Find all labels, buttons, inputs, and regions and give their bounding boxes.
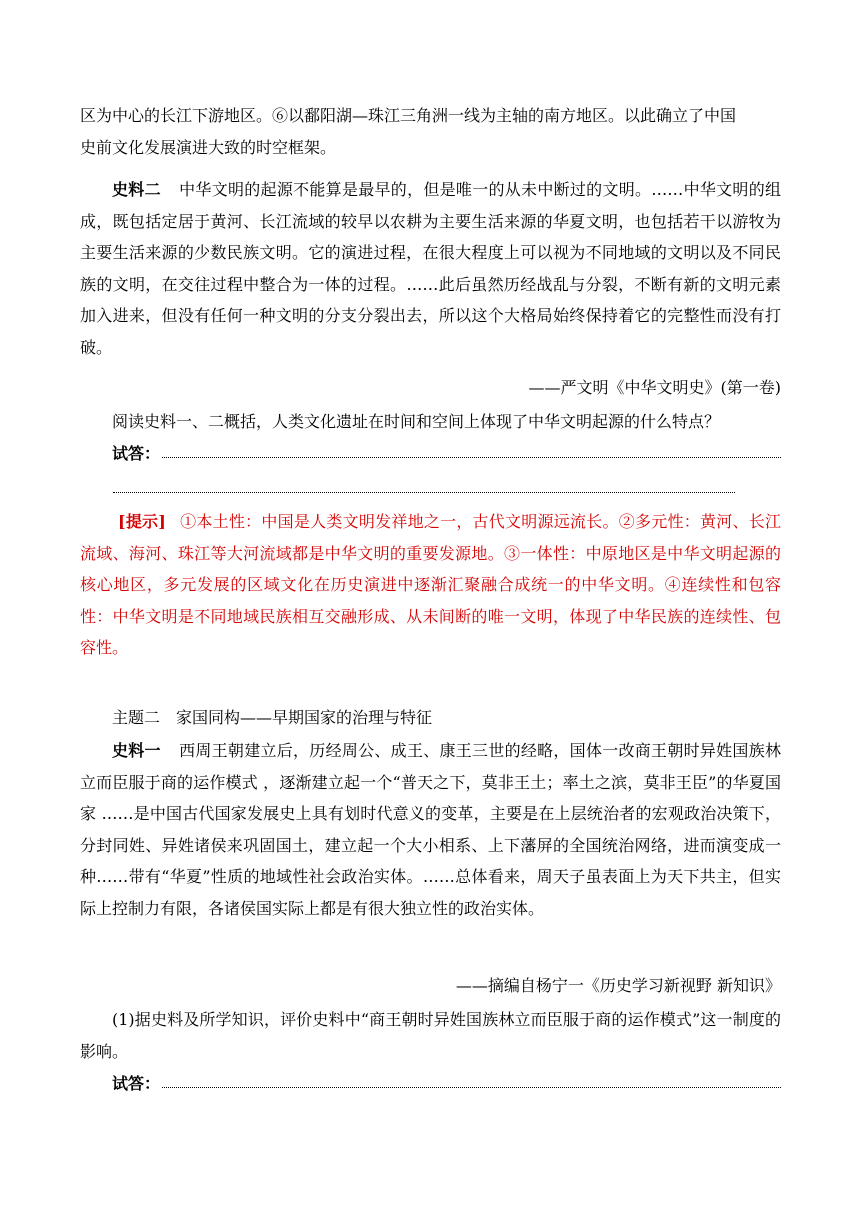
source-2-citation: ——严文明《中华文明史》(第一卷) [528, 378, 781, 397]
paragraph-line: 区为中心的长江下游地区。⑥以鄱阳湖—珠江三角洲一线为主轴的南方地区。以此确立了中国 [80, 106, 737, 125]
paragraph-line: 史前文化发展演进大致的时空框架。 [80, 137, 337, 157]
hint-paragraph [80, 506, 781, 664]
source-label: 史料二 [112, 180, 161, 199]
hint-label: [提示] [118, 512, 166, 531]
paragraph-continued [80, 100, 781, 163]
answer-area-1[interactable] [80, 440, 781, 464]
answer-area-2[interactable] [80, 1070, 781, 1094]
source-label: 史料一 [112, 741, 161, 760]
question-2: (1)据史料及所学知识，评价史料中“商王朝时异姓国族林立而臣服于商的运作模式”这一制度的影响。 [80, 1010, 781, 1061]
answer-label: 试答： [112, 1074, 161, 1093]
theme-2-title: 主题二 家国同构——早期国家的治理与特征 [112, 708, 433, 727]
source-2-paragraph [80, 174, 781, 363]
hint-text: ①本土性：中国是人类文明发祥地之一，古代文明源远流长。②多元性：黄河、长江流域、海河、珠江等大河流域都是中华文明的重要发源地。③一体性：中原地区是中华文明起源的核心地区，多元发展的区域文化在历史演进中逐渐汇聚融合成统一的中华文明。④连续性和包容性：中华文明是不同地域民族相互交融形成、从未间断的唯一文明，体现了中华民族的连续性、包容性。 [80, 512, 781, 657]
answer-line[interactable] [162, 457, 781, 458]
source-text: 西周王朝建立后，历经周公、成王、康王三世的经略，国体一改商王朝时异姓国族林立而臣服于商的运作模式 ，逐渐建立起一个“普天之下，莫非王土；率土之滨，莫非王臣”的华夏国家 ……是中国古代国家发展史上具有划时代意义的变革，主要是在上层统治者的宏观政治决策下，分封同姓、异姓诸侯来巩固国土，建立起一个大小相系、上下藩屏的全国统治网络，进而演变成一种……带有“华夏”性质的地域性社会政治实体。……总体看来，周天子虽表面上为天下共主，但实际上控制力有限，各诸侯国实际上都是有很大独立性的政治实体。 [80, 741, 781, 918]
answer-line[interactable] [162, 1087, 781, 1088]
answer-line[interactable] [113, 492, 735, 493]
source-1-paragraph [80, 735, 781, 924]
question-1: 阅读史料一、二概括，人类文化遗址在时间和空间上体现了中华文明起源的什么特点？ [112, 412, 721, 431]
source-text: 中华文明的起源不能算是最早的，但是唯一的从未中断过的文明。……中华文明的组成，既包括定居于黄河、长江流域的较早以农耕为主要生活来源的华夏文明，也包括若干以游牧为主要生活来源的少数民族文明。它的演进过程，在很大程度上可以视为不同地域的文明以及不同民族的文明，在交往过程中整合为一体的过程。……此后虽然历经战乱与分裂，不断有新的文明元素加入进来，但没有任何一种文明的分支分裂出去，所以这个大格局始终保持着它的完整性而没有打破。 [80, 180, 781, 357]
source-1-citation: ——摘编自杨宁一《历史学习新视野 新知识》 [455, 976, 781, 995]
answer-label: 试答： [112, 444, 161, 463]
